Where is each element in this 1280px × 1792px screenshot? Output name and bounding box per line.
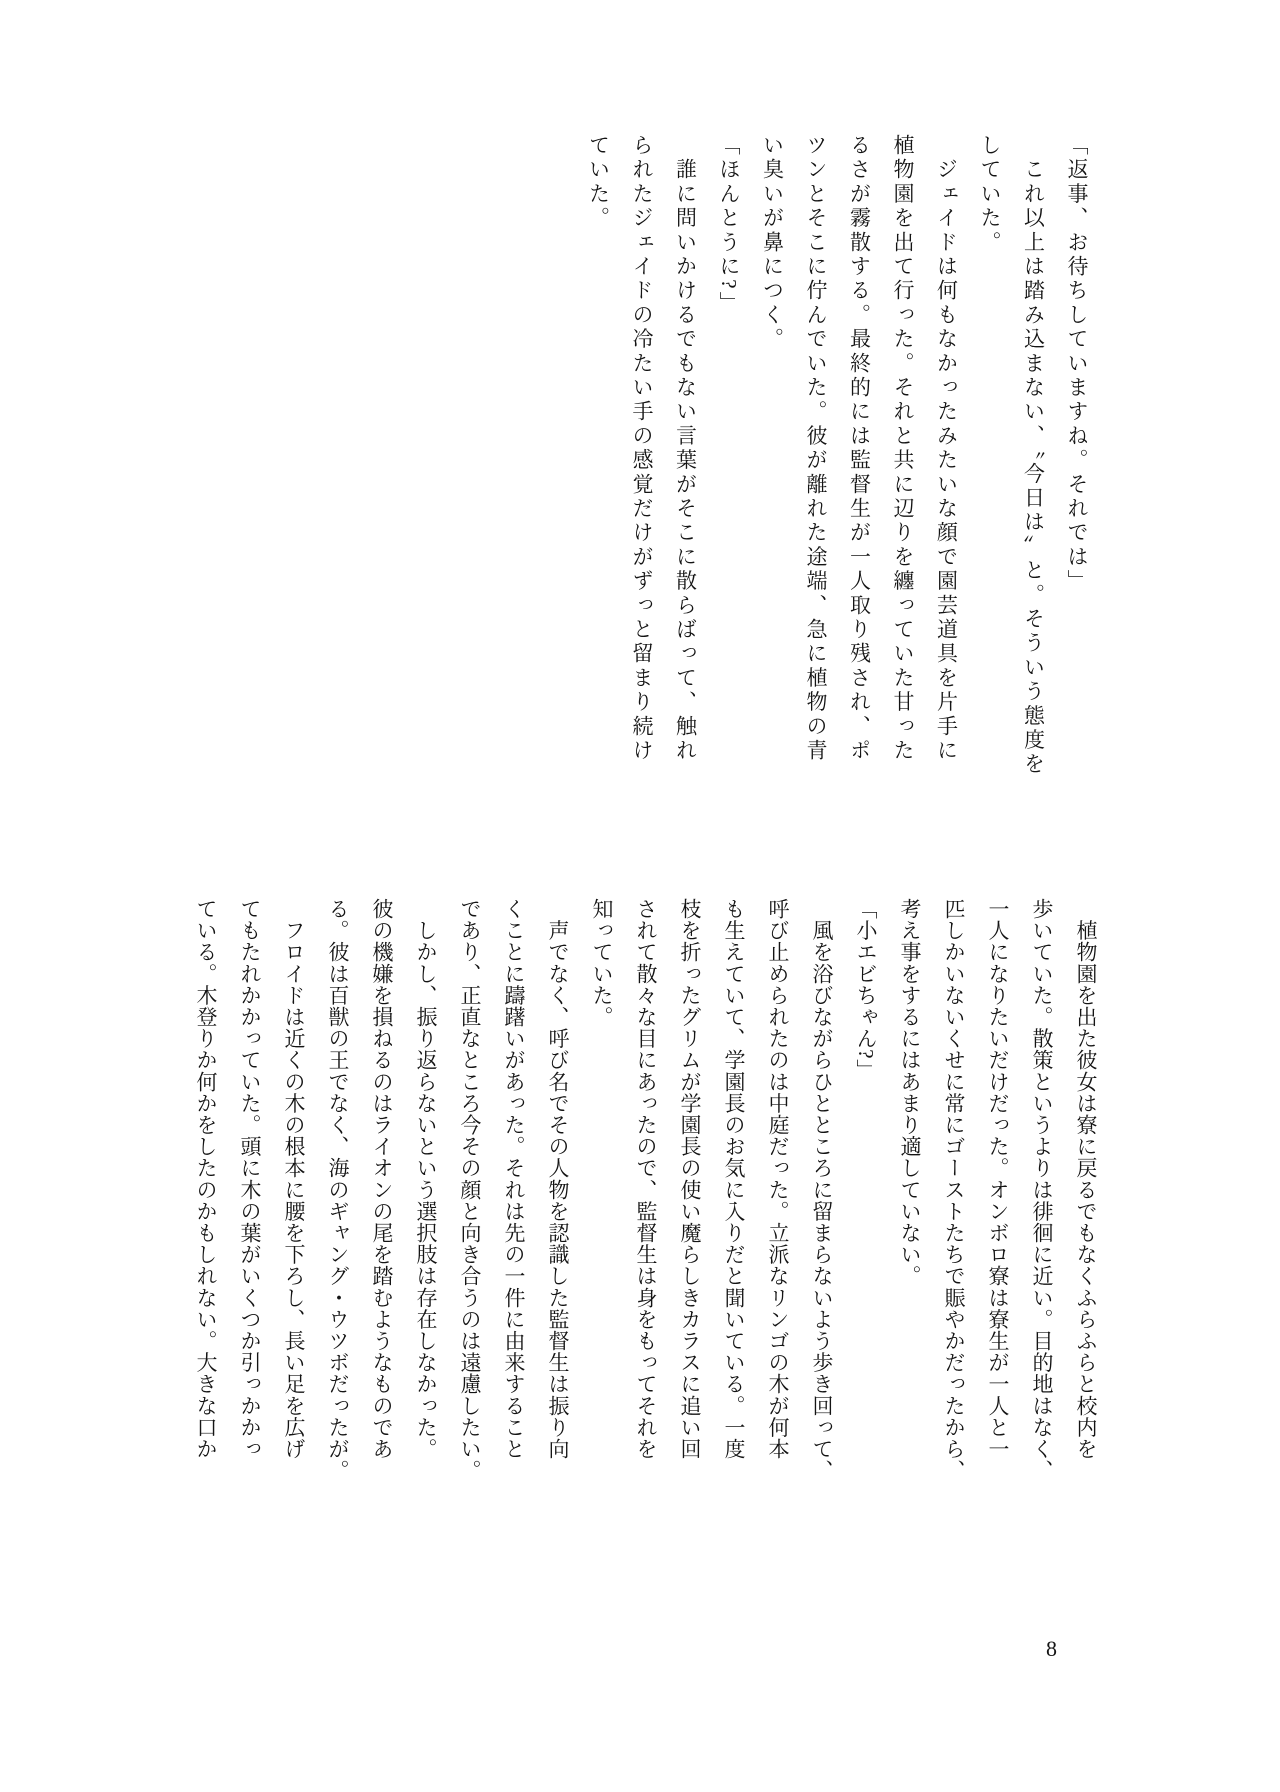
text-column: 「返事、お待ちしていますね。それでは」 (1065, 134, 1089, 594)
text-column: 植物園を出た彼女は寮に戻るでもなくふらふらと校内を (1074, 898, 1098, 1460)
text-column: されて散々な目にあったので、監督生は身をもってそれを (634, 898, 658, 1460)
text-column: 知っていた。 (590, 898, 614, 1028)
text-column: 彼の機嫌を損ねるのはライオンの尾を踏むようなものであ (370, 898, 394, 1460)
text-column: ジェイドは何もなかったみたいな顔で園芸道具を片手に (934, 134, 959, 764)
text-column: 「小エビちゃん?」 (854, 898, 878, 1081)
text-column: てもたれかかっていた。頭に木の葉がいくつか引っかかっ (238, 898, 262, 1460)
text-column: 風を浴びながらひとところに留まらないよう歩き回って、 (810, 898, 834, 1482)
bottom-text-block (184, 898, 1108, 1481)
text-column: くことに躊躇いがあった。それは先の一件に由来すること (502, 898, 526, 1460)
text-column: していた。 (978, 134, 1002, 255)
text-column: 呼び止められたのは中庭だった。立派なリンゴの木が何本 (766, 898, 790, 1460)
text-column: 植物園を出て行った。それと共に辺りを纏っていた甘った (891, 134, 915, 764)
text-column: しかし、振り返らないという選択肢は存在しなかった。 (414, 898, 438, 1460)
text-column: 誰に問いかけるでもない言葉がそこに散らばって、触れ (673, 134, 698, 764)
text-column: 歩いていた。散策というよりは徘徊に近い。目的地はなく、 (1030, 898, 1054, 1482)
text-column: 枝を折ったグリムが学園長の使い魔らしきカラスに追い回 (678, 898, 702, 1460)
text-column: であり、正直なところ今その顔と向き合うのは遠慮したい。 (458, 898, 482, 1482)
text-column: 考え事をするにはあまり適していない。 (898, 898, 922, 1287)
text-column: られたジェイドの冷たい手の感覚だけがずっと留まり続け (630, 134, 654, 764)
text-column: 「ほんとうに?」 (717, 134, 741, 316)
text-column: 一人になりたいだけだった。オンボロ寮は寮生が一人と一 (986, 898, 1010, 1460)
page-number: 8 (1046, 1636, 1057, 1661)
text-column: これ以上は踏み込まない、〝今日は〟と。そういう態度を (1021, 134, 1046, 777)
text-column: ツンとそこに佇んでいた。彼が離れた途端、急に植物の青 (804, 134, 828, 764)
text-column: も生えていて、学園長のお気に入りだと聞いている。一度 (722, 898, 746, 1460)
text-column: 匹しかいないくせに常にゴーストたちで賑やかだったから、 (942, 898, 966, 1482)
text-column: い臭いが鼻につく。 (760, 134, 785, 352)
text-column: ていた。 (586, 134, 611, 231)
text-column: 声でなく、呼び名でその人物を認識した監督生は振り向 (546, 898, 570, 1460)
text-column: ている。木登りか何かをしたのかもしれない。大きな口か (194, 898, 218, 1460)
top-text-block (576, 134, 1098, 777)
text-column: る。彼は百獣の王でなく、海のギャング・ウツボだったが。 (326, 898, 350, 1482)
text-column: フロイドは近くの木の根本に腰を下ろし、長い足を広げ (282, 898, 306, 1460)
text-column: るさが霧散する。最終的には監督生が一人取り残され、ポ (847, 134, 872, 764)
